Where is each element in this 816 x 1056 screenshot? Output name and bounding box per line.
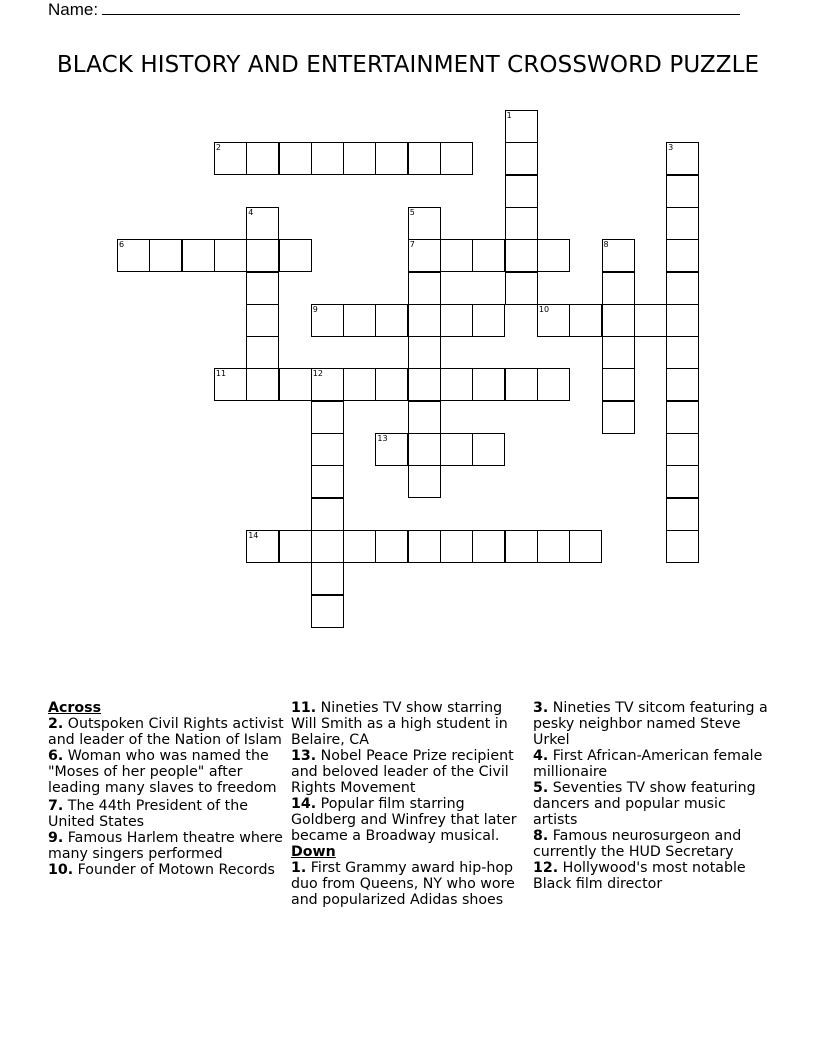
crossword-cell[interactable] xyxy=(408,368,441,401)
clue-number: 5. xyxy=(533,780,549,796)
crossword-cell[interactable] xyxy=(408,336,441,369)
crossword-cell[interactable] xyxy=(440,433,473,466)
crossword-cell[interactable] xyxy=(440,368,473,401)
across-heading: Across xyxy=(48,700,102,716)
clue-number: 7. xyxy=(48,798,64,814)
clue-text: Seventies TV show featuring dancers and popular music artists xyxy=(533,780,756,828)
crossword-cell[interactable] xyxy=(343,142,376,175)
crossword-cell[interactable] xyxy=(311,595,344,628)
crossword-cell[interactable] xyxy=(666,433,699,466)
cell-number: 10 xyxy=(538,304,550,314)
clue-down-5 xyxy=(533,780,773,828)
crossword-cell[interactable] xyxy=(505,110,538,143)
crossword-cell[interactable] xyxy=(537,304,570,337)
crossword-cell[interactable] xyxy=(311,142,344,175)
crossword-cell[interactable] xyxy=(375,142,408,175)
crossword-cell[interactable] xyxy=(246,530,279,563)
clue-number: 6. xyxy=(48,748,64,764)
crossword-cell[interactable] xyxy=(408,530,441,563)
down-heading: Down xyxy=(291,844,336,860)
cell-number: 6 xyxy=(119,240,125,250)
crossword-cell[interactable] xyxy=(375,530,408,563)
crossword-cell[interactable] xyxy=(472,368,505,401)
clue-text: The 44th President of the United States xyxy=(48,798,248,830)
crossword-cell[interactable] xyxy=(602,239,635,272)
crossword-cell[interactable] xyxy=(246,368,279,401)
crossword-cell[interactable] xyxy=(569,530,602,563)
clue-down-1 xyxy=(291,860,527,908)
clue-number: 13. xyxy=(291,748,317,764)
crossword-cell[interactable] xyxy=(505,175,538,208)
crossword-cell[interactable] xyxy=(311,304,344,337)
crossword-cell[interactable] xyxy=(408,433,441,466)
crossword-cell[interactable] xyxy=(311,368,344,401)
crossword-cell[interactable] xyxy=(634,304,667,337)
crossword-cell[interactable] xyxy=(408,207,441,240)
cell-number: 3 xyxy=(668,143,674,153)
crossword-cell[interactable] xyxy=(311,465,344,498)
crossword-cell[interactable] xyxy=(375,304,408,337)
crossword-cell[interactable] xyxy=(440,142,473,175)
crossword-cell[interactable] xyxy=(214,368,247,401)
crossword-cell[interactable] xyxy=(505,368,538,401)
crossword-cell[interactable] xyxy=(279,368,312,401)
clue-text: First African-American female millionaire xyxy=(533,748,763,780)
crossword-cell[interactable] xyxy=(343,368,376,401)
clue-text: Popular film starring Goldberg and Winfrey that later became a Broadway musical. xyxy=(291,796,517,844)
crossword-cell[interactable] xyxy=(375,433,408,466)
clue-across-10 xyxy=(48,862,284,878)
crossword-cell[interactable] xyxy=(666,498,699,531)
clue-text: Hollywood's most notable Black film director xyxy=(533,860,746,892)
clue-across-9 xyxy=(48,830,284,862)
crossword-cell[interactable] xyxy=(117,239,150,272)
crossword-cell[interactable] xyxy=(343,304,376,337)
clue-text: Woman who was named the "Moses of her people" after leading many slaves to freedom xyxy=(48,748,277,796)
crossword-cell[interactable] xyxy=(246,239,279,272)
clue-text: Nineties TV sitcom featuring a pesky neighbor named Steve Urkel xyxy=(533,700,768,748)
clue-across-13 xyxy=(291,748,527,796)
clue-number: 14. xyxy=(291,796,317,812)
cell-number: 8 xyxy=(603,240,609,250)
crossword-cell[interactable] xyxy=(440,239,473,272)
clue-number: 4. xyxy=(533,748,549,764)
clue-down-3 xyxy=(533,700,773,748)
clue-text: Famous neurosurgeon and currently the HUD Secretary xyxy=(533,828,742,860)
clue-across-2 xyxy=(48,716,284,748)
crossword-cell[interactable] xyxy=(246,142,279,175)
cell-number: 13 xyxy=(377,434,388,443)
crossword-cell[interactable] xyxy=(505,272,538,305)
crossword-cell[interactable] xyxy=(311,498,344,531)
clue-across-6 xyxy=(48,748,284,796)
crossword-cell[interactable] xyxy=(246,304,279,337)
crossword-cell[interactable] xyxy=(505,207,538,240)
crossword-cell[interactable] xyxy=(343,530,376,563)
crossword-cell[interactable] xyxy=(537,368,570,401)
clues-column-3 xyxy=(533,700,773,892)
crossword-cell[interactable] xyxy=(666,175,699,208)
crossword-cell[interactable] xyxy=(666,304,699,337)
clue-text: First Grammy award hip-hop duo from Queens, NY who wore and popularized Adidas shoes xyxy=(291,860,515,908)
crossword-cell[interactable] xyxy=(279,142,312,175)
clue-across-11 xyxy=(291,700,527,748)
crossword-cell[interactable] xyxy=(311,401,344,434)
crossword-cell[interactable] xyxy=(246,336,279,369)
crossword-cell[interactable] xyxy=(214,239,247,272)
crossword-cell[interactable] xyxy=(440,530,473,563)
crossword-cell[interactable] xyxy=(666,465,699,498)
crossword-cell[interactable] xyxy=(279,239,312,272)
crossword-cell[interactable] xyxy=(408,239,441,272)
crossword-cell[interactable] xyxy=(214,142,247,175)
crossword-cell[interactable] xyxy=(537,530,570,563)
cell-number: 5 xyxy=(409,207,415,217)
crossword-cell[interactable] xyxy=(666,368,699,401)
crossword-cell[interactable] xyxy=(666,239,699,272)
clue-number: 10. xyxy=(48,862,74,878)
clue-across-7 xyxy=(48,798,284,830)
crossword-cell[interactable] xyxy=(602,401,635,434)
crossword-cell[interactable] xyxy=(149,239,182,272)
clue-text: Nineties TV show starring Will Smith as a high student in Belaire, CA xyxy=(291,700,508,748)
cell-number: 4 xyxy=(248,207,254,217)
crossword-cell[interactable] xyxy=(666,530,699,563)
crossword-cell[interactable] xyxy=(472,530,505,563)
crossword-cell[interactable] xyxy=(311,530,344,563)
clue-down-4 xyxy=(533,748,773,780)
crossword-cell[interactable] xyxy=(408,401,441,434)
crossword-cell[interactable] xyxy=(311,562,344,595)
clue-down-8 xyxy=(533,828,773,860)
puzzle-title: BLACK HISTORY AND ENTERTAINMENT CROSSWORD PUZZLE xyxy=(56,52,760,78)
crossword-cell[interactable] xyxy=(408,304,441,337)
crossword-cell[interactable] xyxy=(666,207,699,240)
clue-number: 3. xyxy=(533,700,549,716)
crossword-cell[interactable] xyxy=(246,272,279,305)
crossword-cell[interactable] xyxy=(602,272,635,305)
crossword-cell[interactable] xyxy=(408,142,441,175)
cell-number: 9 xyxy=(312,304,318,314)
crossword-cell[interactable] xyxy=(505,142,538,175)
crossword-cell[interactable] xyxy=(440,304,473,337)
clues-column-1 xyxy=(48,700,284,878)
cell-number: 7 xyxy=(409,240,415,250)
crossword-cell[interactable] xyxy=(505,239,538,272)
clue-text: Nobel Peace Prize recipient and beloved leader of the Civil Rights Movement xyxy=(291,748,514,796)
crossword-cell[interactable] xyxy=(472,304,505,337)
clue-text: Founder of Motown Records xyxy=(77,862,275,878)
crossword-cell[interactable] xyxy=(472,239,505,272)
clue-down-12 xyxy=(533,860,773,892)
crossword-cell[interactable] xyxy=(666,142,699,175)
clue-number: 9. xyxy=(48,830,64,846)
crossword-cell[interactable] xyxy=(666,336,699,369)
clue-number: 2. xyxy=(48,716,64,732)
cell-number: 1 xyxy=(506,111,512,120)
crossword-cell[interactable] xyxy=(182,239,215,272)
crossword-cell[interactable] xyxy=(246,207,279,240)
crossword-cell[interactable] xyxy=(602,368,635,401)
cell-number: 2 xyxy=(215,143,221,153)
cell-number: 12 xyxy=(312,369,323,379)
crossword-cell[interactable] xyxy=(472,433,505,466)
clues-column-2 xyxy=(291,700,527,908)
crossword-cell[interactable] xyxy=(505,530,538,563)
crossword-cell[interactable] xyxy=(569,304,602,337)
clue-number: 11. xyxy=(291,700,317,716)
crossword-cell[interactable] xyxy=(408,465,441,498)
clue-number: 1. xyxy=(291,860,307,876)
crossword-cell[interactable] xyxy=(666,272,699,305)
crossword-cell[interactable] xyxy=(279,530,312,563)
clue-text: Famous Harlem theatre where many singers performed xyxy=(48,830,283,862)
name-label: Name: xyxy=(48,0,99,19)
crossword-cell[interactable] xyxy=(602,336,635,369)
cell-number: 14 xyxy=(248,530,259,540)
crossword-cell[interactable] xyxy=(375,368,408,401)
clue-number: 12. xyxy=(533,860,559,876)
clue-text: Outspoken Civil Rights activist and leader of the Nation of Islam xyxy=(48,716,284,748)
crossword-cell[interactable] xyxy=(666,401,699,434)
crossword-cell[interactable] xyxy=(408,272,441,305)
cell-number: 11 xyxy=(215,369,227,379)
crossword-cell[interactable] xyxy=(537,239,570,272)
clue-across-14 xyxy=(291,796,527,844)
crossword-cell[interactable] xyxy=(602,304,635,337)
crossword-cell[interactable] xyxy=(311,433,344,466)
clue-number: 8. xyxy=(533,828,549,844)
